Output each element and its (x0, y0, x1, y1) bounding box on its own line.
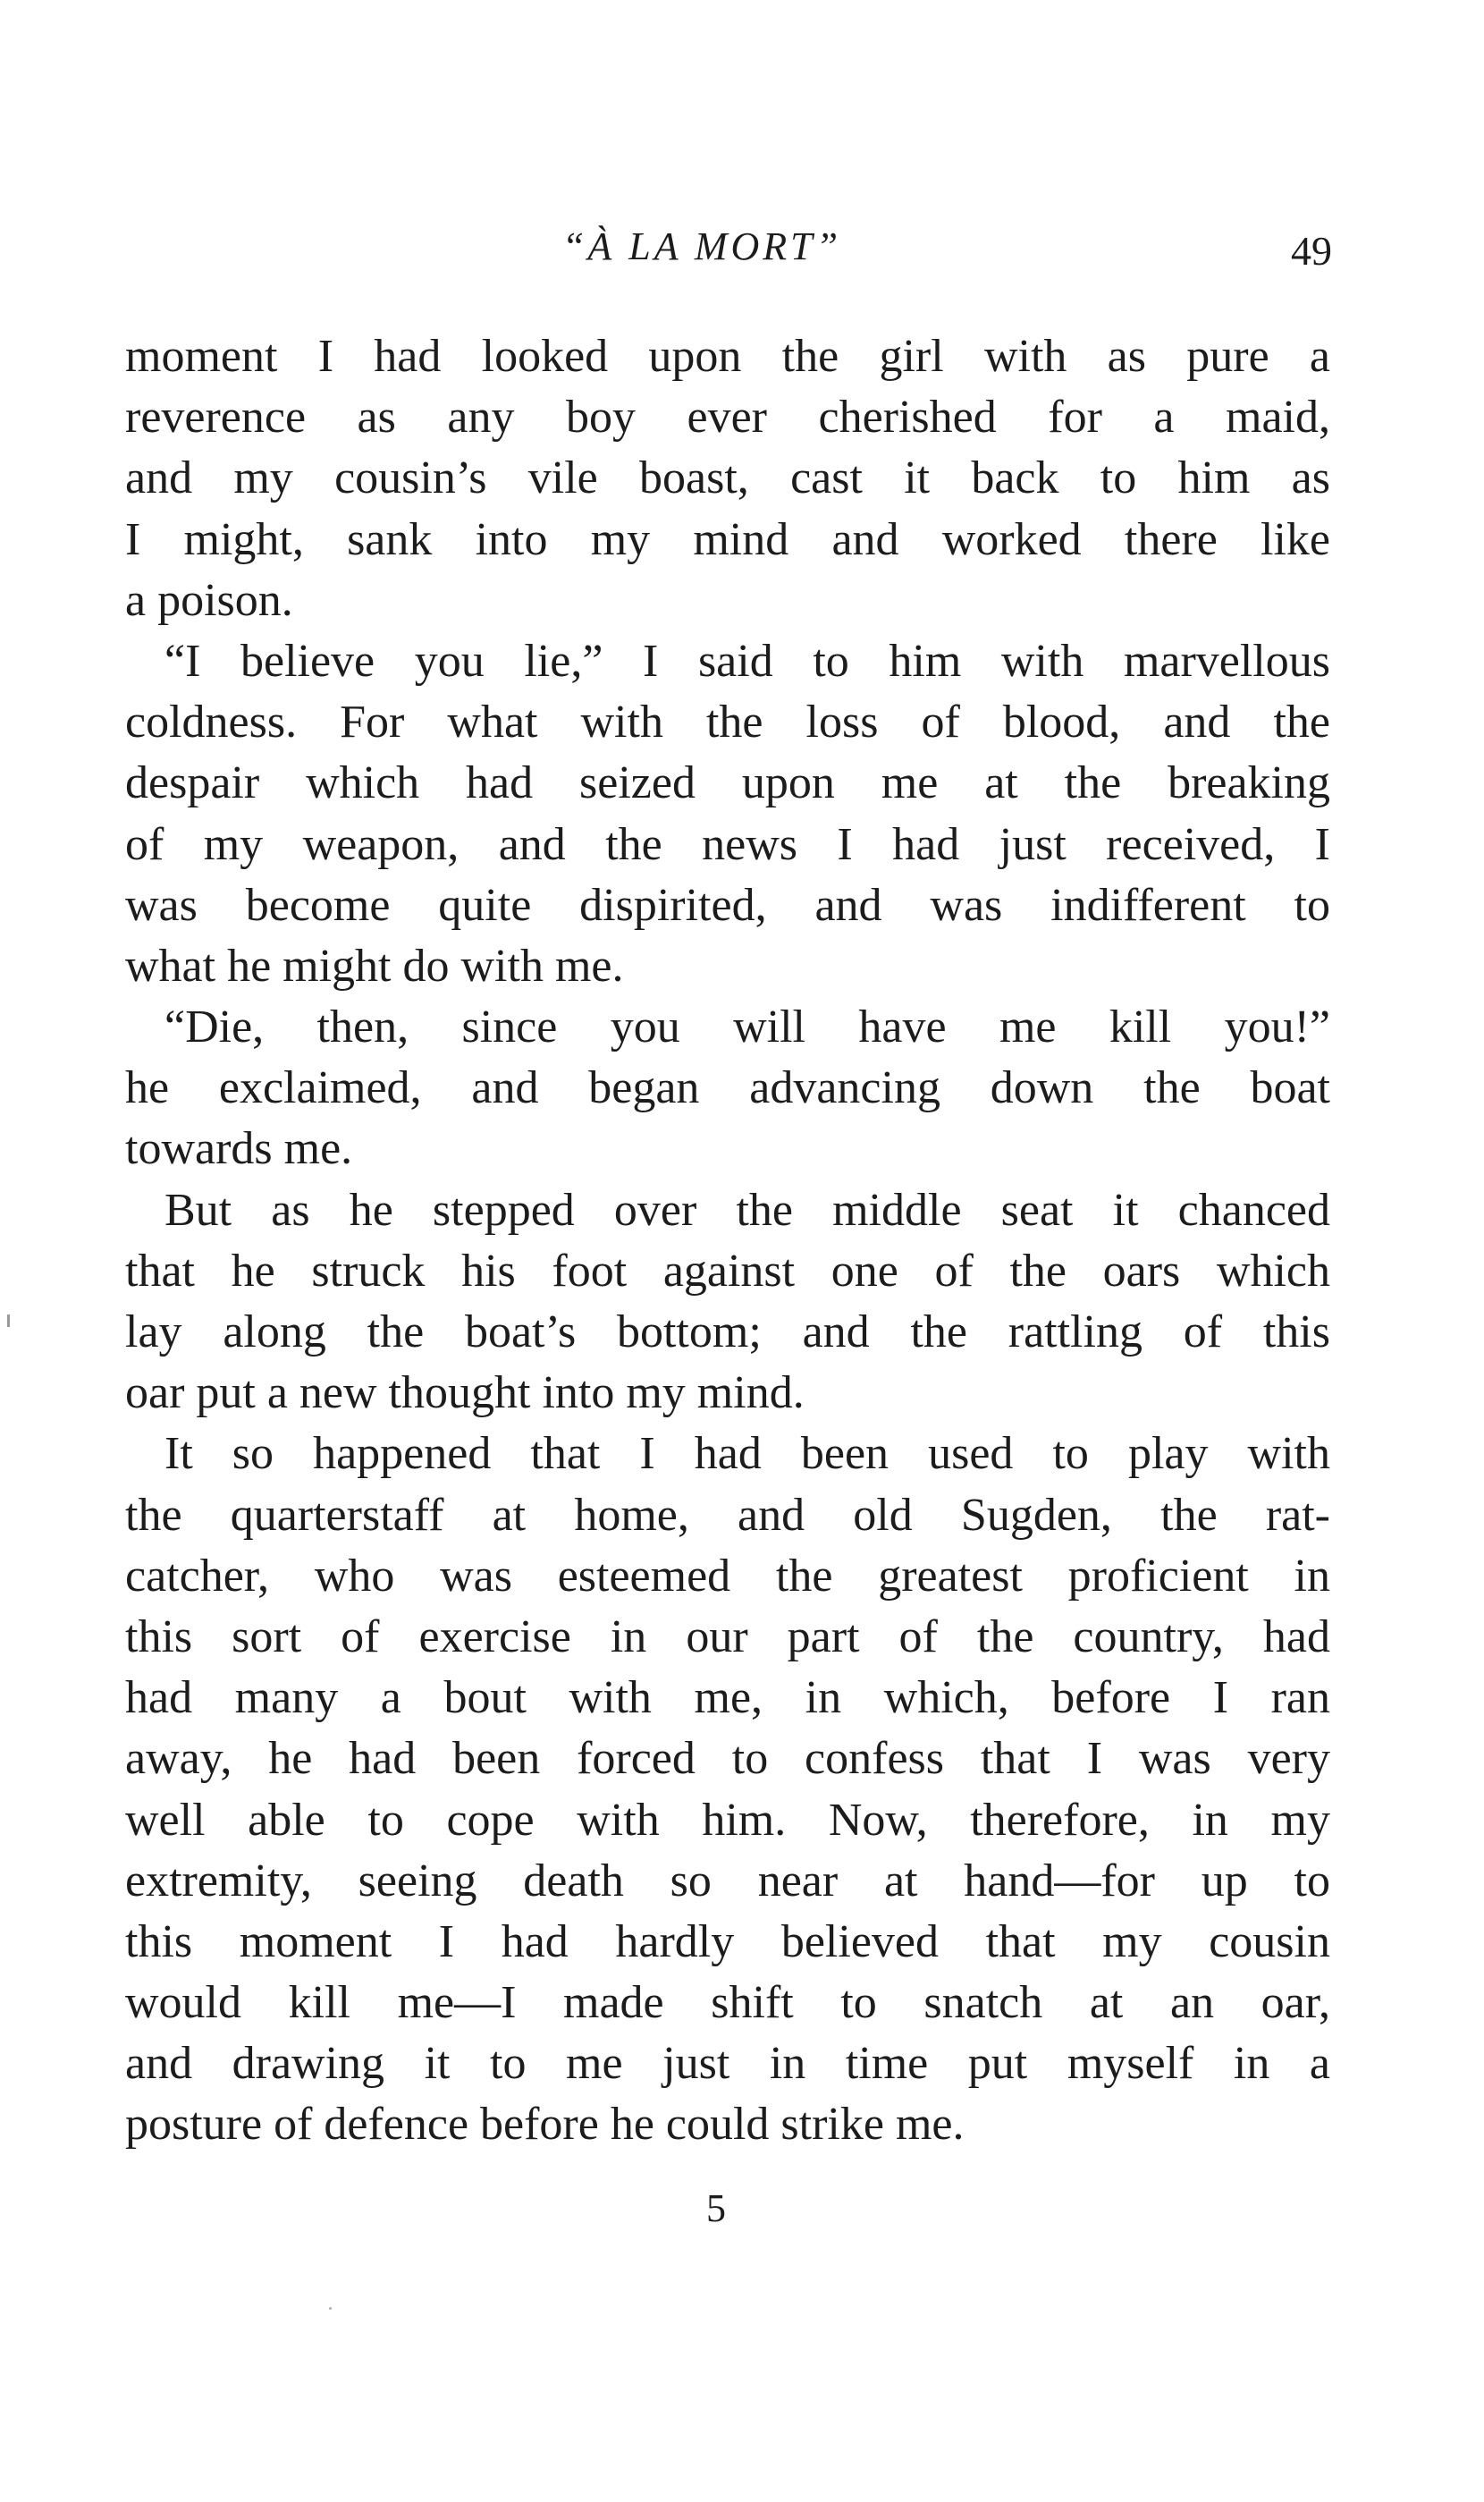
text-line: towards me. (125, 1123, 353, 1175)
text-line: and drawing it to me just in time put myself in a (125, 2038, 1330, 2090)
text-line: the quarterstaff at home, and old Sugden, the rat- (125, 1489, 1330, 1541)
text-line: that he struck his foot against one of the oars which (125, 1245, 1330, 1297)
text-line: a poison. (125, 574, 293, 626)
text-line: But as he stepped over the middle seat it chanced (164, 1184, 1330, 1236)
body-text (125, 326, 1330, 2156)
paper-speck (329, 2307, 332, 2310)
paragraph (125, 1424, 1330, 2155)
running-title: “À LA MORT” (561, 224, 842, 268)
text-line: and my cousin’s vile boast, cast it back to him as (125, 452, 1330, 504)
text-line: coldness. For what with the loss of blood, and the (125, 697, 1330, 748)
text-line: what he might do with me. (125, 940, 624, 992)
margin-mark (7, 1314, 10, 1327)
paragraph (125, 1180, 1330, 1424)
paragraph (125, 326, 1330, 631)
text-line: well able to cope with him. Now, therefore, in my (125, 1794, 1330, 1846)
text-line: “I believe you lie,” I said to him with marvellous (164, 635, 1330, 687)
text-line: was become quite dispirited, and was indifferent to (125, 879, 1330, 931)
text-line: this moment I had hardly believed that my cousin (125, 1915, 1330, 1967)
text-line: moment I had looked upon the girl with as pure a (125, 331, 1330, 382)
text-line: lay along the boat’s bottom; and the rattling of this (125, 1306, 1330, 1357)
running-head (0, 224, 1484, 286)
page-number: 49 (1291, 228, 1332, 274)
text-line: away, he had been forced to confess that I was very (125, 1733, 1330, 1785)
text-line: despair which had seized upon me at the breaking (125, 757, 1330, 809)
text-line: catcher, who was esteemed the greatest proficient in (125, 1550, 1330, 1602)
text-line: reverence as any boy ever cherished for a maid, (125, 392, 1330, 444)
signature-mark: 5 (706, 2186, 726, 2230)
text-line: I might, sank into my mind and worked there like (125, 513, 1330, 565)
text-line: oar put a new thought into my mind. (125, 1367, 805, 1419)
paragraph (125, 997, 1330, 1180)
text-line: had many a bout with me, in which, before I ran (125, 1672, 1330, 1724)
text-line: of my weapon, and the news I had just received, I (125, 818, 1330, 870)
text-line: extremity, seeing death so near at hand—for up to (125, 1855, 1330, 1906)
text-line: he exclaimed, and began advancing down the boat (125, 1062, 1330, 1114)
text-line: It so happened that I had been used to play with (164, 1428, 1330, 1480)
text-line: posture of defence before he could strike me. (125, 2099, 965, 2151)
text-line: “Die, then, since you will have me kill you!” (164, 1002, 1330, 1053)
paragraph (125, 631, 1330, 997)
text-line: this sort of exercise in our part of the country, had (125, 1610, 1330, 1662)
text-line: would kill me—I made shift to snatch at an oar, (125, 1977, 1330, 2029)
